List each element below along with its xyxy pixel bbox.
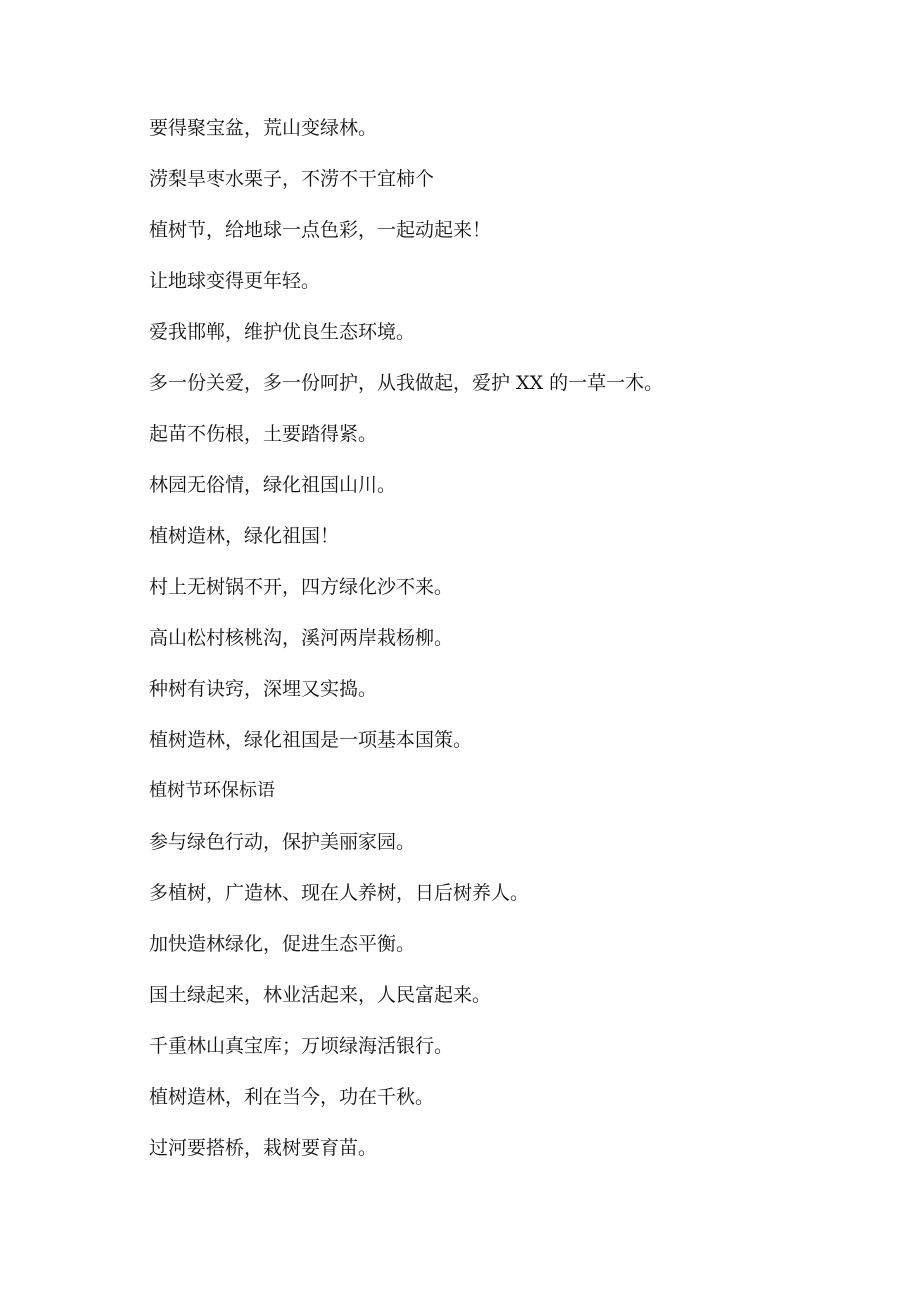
slogan-list (149, 114, 849, 1185)
slogan-line: 过河要搭桥，栽树要育苗。 (149, 1137, 378, 1159)
slogan-line: 千重林山真宝库；万顷绿海活银行。 (149, 1035, 454, 1057)
slogan-line: 起苗不伤根，土要踏得紧。 (149, 423, 378, 445)
slogan-line: 爱我邯郸，维护优良生态环境。 (149, 321, 416, 343)
slogan-line: 植树造林，利在当今，功在千秋。 (149, 1086, 435, 1108)
slogan-line: 参与绿色行动，保护美丽家园。 (149, 831, 416, 853)
slogan-line: 涝梨旱枣水栗子，不涝不干宜柿个 (149, 168, 435, 190)
slogan-line: 村上无树锅不开，四方绿化沙不来。 (149, 576, 454, 598)
slogan-line: 多植树，广造林、现在人养树，日后树养人。 (149, 882, 530, 904)
section-heading: 植树节环保标语 (149, 780, 275, 801)
slogan-line: 加快造林绿化，促进生态平衡。 (149, 933, 416, 955)
slogan-line: 高山松村核桃沟，溪河两岸栽杨柳。 (149, 627, 454, 649)
slogan-line: 要得聚宝盆，荒山变绿林。 (149, 117, 378, 139)
slogan-line: 国土绿起来，林业活起来，人民富起来。 (149, 984, 492, 1006)
slogan-line: 林园无俗情，绿化祖国山川。 (149, 474, 397, 496)
slogan-line: 植树造林，绿化祖国！ (149, 525, 340, 547)
slogan-line: 多一份关爱，多一份呵护，从我做起，爱护 XX 的一草一木。 (149, 372, 664, 394)
slogan-line: 种树有诀窍，深埋又实捣。 (149, 678, 378, 700)
slogan-line: 植树造林，绿化祖国是一项基本国策。 (149, 729, 473, 751)
slogan-line: 让地球变得更年轻。 (149, 270, 321, 292)
slogan-line: 植树节，给地球一点色彩，一起动起来！ (149, 219, 492, 241)
